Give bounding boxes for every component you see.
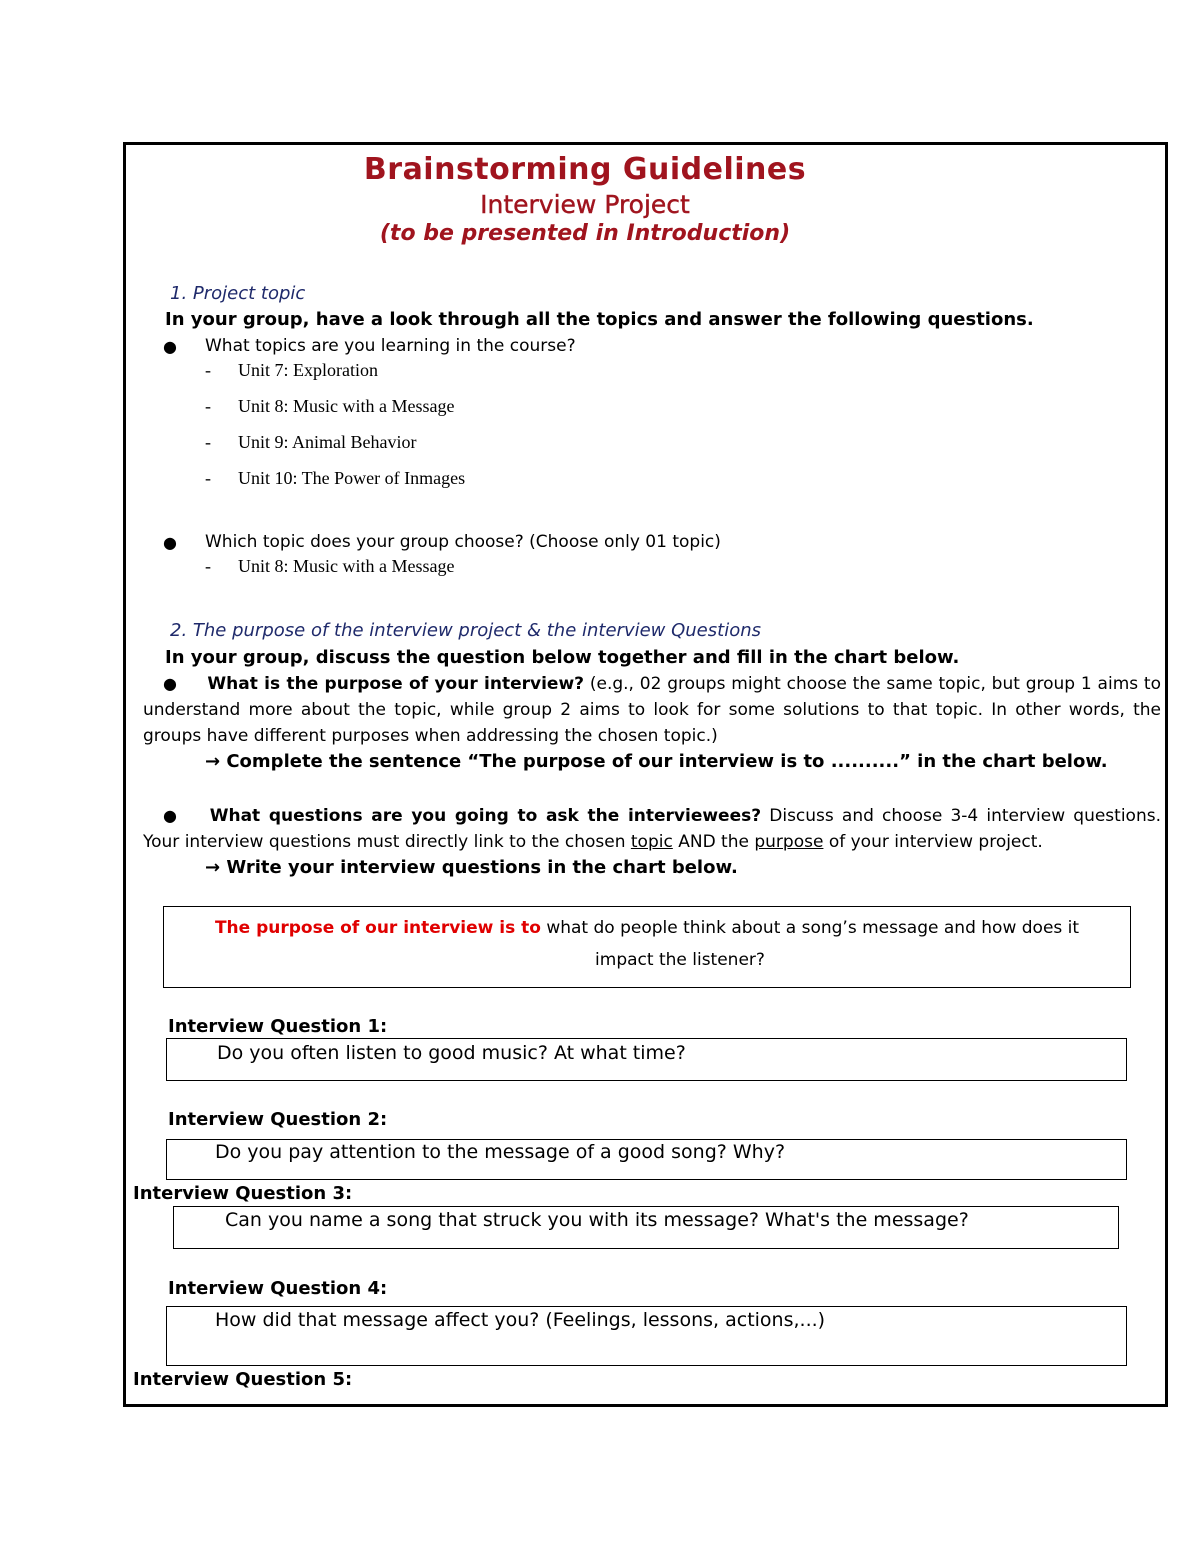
section1-question-choose: Which topic does your group choose? (Choose only 01 topic) (205, 532, 721, 552)
bullet-icon: ● (163, 674, 178, 693)
question-label: Interview Question 5: (133, 1369, 353, 1390)
dash-icon: - (205, 432, 211, 452)
purpose-question-paragraph (143, 671, 1161, 749)
purpose-answer-line1: what do people think about a song’s message and how does it (540, 918, 1080, 938)
chosen-unit: Unit 8: Music with a Message (238, 556, 455, 576)
dash-icon: - (205, 468, 211, 488)
purpose-question-detail: (e.g., 02 groups might choose the same topic, but group 1 aims to understand more about the topic, while group 2 aims to look for some solutions to that topic. In other words, the groups have different purposes when addressing the chosen topic.) (143, 674, 1162, 746)
bullet-icon: ● (163, 337, 177, 356)
purpose-arrow-instruction: → Complete the sentence “The purpose of our interview is to ..........” in the chart below. (205, 751, 1108, 772)
questions-question: What questions are you going to ask the interviewees? (209, 806, 762, 826)
questions-paragraph (143, 803, 1161, 855)
questions-detail: Discuss and choose 3-4 interview questions. Your interview questions must directly link to the chosen (143, 806, 1161, 852)
section1-question-topics: What topics are you learning in the course? (205, 336, 576, 356)
question-label: Interview Question 3: (133, 1183, 353, 1204)
question-label: Interview Question 4: (168, 1278, 388, 1299)
unit-item: Unit 8: Music with a Message (238, 396, 455, 416)
bullet-icon: ● (163, 806, 180, 825)
purpose-answer-line2: impact the listener? (595, 950, 765, 970)
section2-heading: 2. The purpose of the interview project & the interview Questions (170, 620, 761, 641)
purpose-question: What is the purpose of your interview? (207, 674, 585, 694)
topic-word: topic (630, 832, 673, 852)
dash-icon: - (205, 396, 211, 416)
and-the-text: AND the (672, 832, 755, 852)
document-note: (to be presented in Introduction) (379, 221, 791, 246)
dash-icon: - (205, 360, 211, 380)
answer-text: How did that message affect you? (Feelings, lessons, actions,...) (215, 1309, 826, 1331)
bullet-icon: ● (163, 533, 177, 552)
document-title: Brainstorming Guidelines (363, 152, 807, 187)
dash-icon: - (205, 556, 211, 576)
unit-item: Unit 10: The Power of Inmages (238, 468, 466, 488)
questions-arrow-instruction: → Write your interview questions in the chart below. (205, 857, 738, 878)
document-subtitle: Interview Project (480, 190, 690, 219)
answer-text: Can you name a song that struck you with its message? What's the message? (225, 1209, 969, 1231)
section1-instruction: In your group, have a look through all the topics and answer the following questions. (165, 309, 1034, 330)
answer-text: Do you pay attention to the message of a good song? Why? (215, 1141, 786, 1163)
purpose-word: purpose (754, 832, 824, 852)
purpose-label: The purpose of our interview is to (214, 918, 541, 938)
unit-item: Unit 7: Exploration (238, 360, 378, 380)
question-label: Interview Question 2: (168, 1109, 388, 1130)
question-label: Interview Question 1: (168, 1016, 388, 1037)
purpose-box-line1 (163, 918, 1131, 938)
answer-text: Do you often listen to good music? At what time? (217, 1042, 686, 1064)
section2-instruction: In your group, discuss the question below together and fill in the chart below. (165, 647, 960, 668)
unit-item: Unit 9: Animal Behavior (238, 432, 417, 452)
section1-heading: 1. Project topic (170, 283, 306, 304)
questions-detail-end: of your interview project. (823, 832, 1043, 852)
